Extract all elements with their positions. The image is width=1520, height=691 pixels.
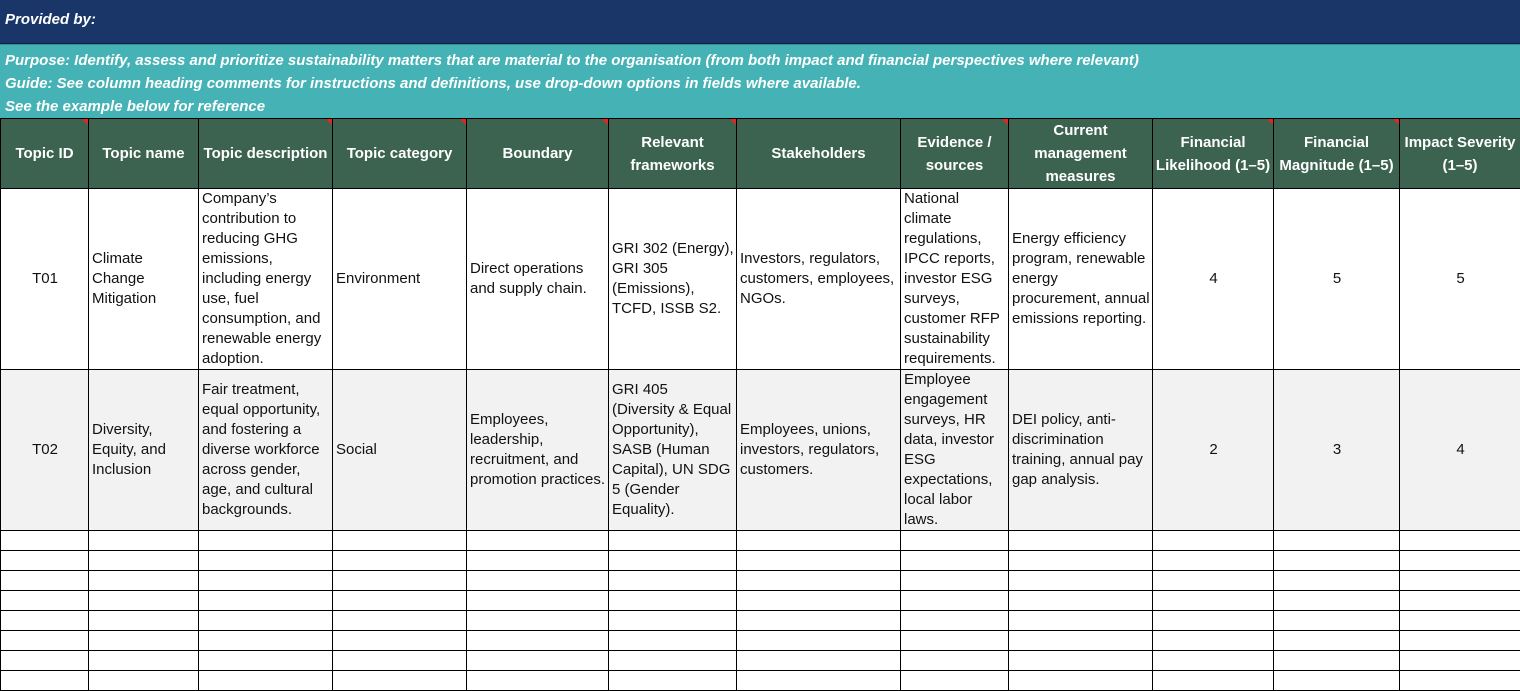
col-header-financial-likelihood[interactable]: Financial Likelihood (1–5) — [1153, 119, 1274, 189]
empty-cell[interactable] — [901, 611, 1009, 631]
empty-cell[interactable] — [737, 611, 901, 631]
empty-cell[interactable] — [1274, 671, 1400, 691]
col-header-boundary[interactable]: Boundary — [467, 119, 609, 189]
empty-cell[interactable] — [199, 631, 333, 651]
empty-cell[interactable] — [1, 591, 89, 611]
empty-cell[interactable] — [1, 651, 89, 671]
materiality-table — [0, 118, 1520, 691]
empty-cell[interactable] — [737, 551, 901, 571]
empty-cell[interactable] — [901, 591, 1009, 611]
empty-cell[interactable] — [737, 671, 901, 691]
empty-cell[interactable] — [1009, 611, 1153, 631]
empty-cell[interactable] — [609, 531, 737, 551]
empty-cell[interactable] — [89, 631, 199, 651]
col-header-impact-severity[interactable]: Impact Severity (1–5) — [1400, 119, 1520, 189]
empty-cell[interactable] — [1009, 631, 1153, 651]
empty-cell[interactable] — [1400, 591, 1520, 611]
cell-measures[interactable]: DEI policy, anti-discrimination training, annual pay gap analysis. — [1009, 370, 1153, 531]
col-header-topic-name[interactable]: Topic name — [89, 119, 199, 189]
comment-marker-icon[interactable] — [326, 119, 332, 125]
empty-cell[interactable] — [1009, 591, 1153, 611]
empty-cell[interactable] — [1274, 551, 1400, 571]
empty-cell[interactable] — [1153, 611, 1274, 631]
empty-cell[interactable] — [1153, 671, 1274, 691]
empty-cell[interactable] — [467, 531, 609, 551]
comment-marker-icon[interactable] — [1393, 119, 1399, 125]
empty-cell[interactable] — [1153, 591, 1274, 611]
empty-cell[interactable] — [199, 571, 333, 591]
empty-cell[interactable] — [333, 651, 467, 671]
empty-cell[interactable] — [333, 671, 467, 691]
empty-cell[interactable] — [467, 571, 609, 591]
empty-cell[interactable] — [1153, 571, 1274, 591]
empty-cell[interactable] — [333, 631, 467, 651]
empty-row — [1, 591, 1520, 611]
empty-cell[interactable] — [609, 611, 737, 631]
cell-topic-category[interactable]: Environment — [333, 189, 467, 370]
empty-cell[interactable] — [609, 651, 737, 671]
provided-by-banner — [0, 0, 1520, 44]
empty-cell[interactable] — [1153, 551, 1274, 571]
cell-frameworks[interactable]: GRI 405 (Diversity & Equal Opportunity), SASB (Human Capital), UN SDG 5 (Gender Equality). — [609, 370, 737, 531]
empty-cell[interactable] — [609, 591, 737, 611]
empty-cell[interactable] — [333, 571, 467, 591]
empty-cell[interactable] — [1, 631, 89, 651]
empty-cell[interactable] — [467, 591, 609, 611]
empty-cell[interactable] — [89, 651, 199, 671]
cell-stakeholders[interactable]: Employees, unions, investors, regulators, customers. — [737, 370, 901, 531]
cell-topic-name[interactable]: Diversity, Equity, and Inclusion — [89, 370, 199, 531]
empty-cell[interactable] — [737, 631, 901, 651]
empty-cell[interactable] — [901, 651, 1009, 671]
empty-cell[interactable] — [901, 671, 1009, 691]
empty-cell[interactable] — [1400, 531, 1520, 551]
guide-panel — [0, 44, 1520, 118]
empty-cell[interactable] — [609, 631, 737, 651]
col-header-topic-description[interactable]: Topic description — [199, 119, 333, 189]
empty-cell[interactable] — [901, 571, 1009, 591]
empty-cell[interactable] — [333, 531, 467, 551]
empty-cell[interactable] — [609, 571, 737, 591]
empty-cell[interactable] — [467, 611, 609, 631]
table-row — [1, 370, 1520, 531]
empty-row — [1, 551, 1520, 571]
empty-cell[interactable] — [1274, 531, 1400, 551]
cell-topic-description[interactable]: Fair treatment, equal opportunity, and fostering a diverse workforce across gender, age, and cultural backgrounds. — [199, 370, 333, 531]
empty-cell[interactable] — [1, 571, 89, 591]
cell-topic-name[interactable]: Climate Change Mitigation — [89, 189, 199, 370]
cell-financial-likelihood[interactable]: 4 — [1153, 189, 1274, 370]
cell-measures[interactable]: Energy efficiency program, renewable energy procurement, annual emissions reporting. — [1009, 189, 1153, 370]
empty-cell[interactable] — [89, 571, 199, 591]
empty-cell[interactable] — [737, 531, 901, 551]
cell-stakeholders[interactable]: Investors, regulators, customers, employees, NGOs. — [737, 189, 901, 370]
empty-cell[interactable] — [1274, 591, 1400, 611]
empty-row — [1, 671, 1520, 691]
cell-topic-description[interactable]: Company’s contribution to reducing GHG emissions, including energy use, fuel consumption, and renewable energy adoption. — [199, 189, 333, 370]
empty-cell[interactable] — [467, 671, 609, 691]
empty-cell[interactable] — [1400, 551, 1520, 571]
col-header-stakeholders[interactable]: Stakeholders — [737, 119, 901, 189]
empty-cell[interactable] — [467, 631, 609, 651]
col-header-current-measures[interactable]: Current management measures — [1009, 119, 1153, 189]
empty-cell[interactable] — [467, 651, 609, 671]
empty-cell[interactable] — [1400, 611, 1520, 631]
empty-cell[interactable] — [609, 551, 737, 571]
empty-cell[interactable] — [1009, 551, 1153, 571]
empty-cell[interactable] — [199, 591, 333, 611]
comment-marker-icon[interactable] — [1267, 119, 1273, 125]
comment-marker-icon[interactable] — [1002, 119, 1008, 125]
provided-by-label: Provided by: — [5, 11, 96, 28]
cell-boundary[interactable]: Employees, leadership, recruitment, and promotion practices. — [467, 370, 609, 531]
empty-cell[interactable] — [333, 611, 467, 631]
empty-cell[interactable] — [1009, 571, 1153, 591]
empty-cell[interactable] — [1153, 531, 1274, 551]
empty-cell[interactable] — [1400, 671, 1520, 691]
cell-evidence[interactable]: National climate regulations, IPCC reports, investor ESG surveys, customer RFP sustainability requirements. — [901, 189, 1009, 370]
table-row — [1, 189, 1520, 370]
empty-cell[interactable] — [609, 671, 737, 691]
empty-cell[interactable] — [199, 651, 333, 671]
empty-cell[interactable] — [1153, 651, 1274, 671]
empty-cell[interactable] — [737, 651, 901, 671]
empty-cell[interactable] — [1274, 651, 1400, 671]
empty-cell[interactable] — [1400, 631, 1520, 651]
empty-cell[interactable] — [1009, 651, 1153, 671]
empty-cell[interactable] — [1400, 651, 1520, 671]
empty-cell[interactable] — [89, 671, 199, 691]
empty-cell[interactable] — [1, 551, 89, 571]
cell-boundary[interactable]: Direct operations and supply chain. — [467, 189, 609, 370]
purpose-text: Purpose: Identify, assess and prioritize sustainability matters that are material to the organisation (from both impact and financial perspectives where relevant) — [5, 52, 1139, 69]
comment-marker-icon[interactable] — [460, 119, 466, 125]
cell-topic-category[interactable]: Social — [333, 370, 467, 531]
comment-marker-icon[interactable] — [730, 119, 736, 125]
empty-cell[interactable] — [1274, 631, 1400, 651]
empty-cell[interactable] — [1, 611, 89, 631]
empty-cell[interactable] — [199, 611, 333, 631]
empty-cell[interactable] — [89, 611, 199, 631]
cell-financial-likelihood[interactable]: 2 — [1153, 370, 1274, 531]
empty-cell[interactable] — [333, 551, 467, 571]
col-header-evidence-sources[interactable]: Evidence / sources — [901, 119, 1009, 189]
cell-financial-magnitude[interactable]: 3 — [1274, 370, 1400, 531]
cell-evidence[interactable]: Employee engagement surveys, HR data, investor ESG expectations, local labor laws. — [901, 370, 1009, 531]
empty-row — [1, 651, 1520, 671]
cell-topic-id[interactable]: T02 — [1, 370, 89, 531]
empty-cell[interactable] — [467, 551, 609, 571]
cell-financial-magnitude[interactable]: 5 — [1274, 189, 1400, 370]
empty-cell[interactable] — [1009, 671, 1153, 691]
guide-text: Guide: See column heading comments for instructions and definitions, use drop-down options in fields where available. — [5, 75, 861, 92]
col-header-topic-category[interactable]: Topic category — [333, 119, 467, 189]
col-header-topic-id[interactable]: Topic ID — [1, 119, 89, 189]
empty-cell[interactable] — [737, 571, 901, 591]
empty-cell[interactable] — [901, 531, 1009, 551]
empty-cell[interactable] — [1, 531, 89, 551]
cell-impact-severity[interactable]: 5 — [1400, 189, 1520, 370]
empty-cell[interactable] — [901, 631, 1009, 651]
empty-cell[interactable] — [1274, 611, 1400, 631]
col-header-relevant-frameworks[interactable]: Relevant frameworks — [609, 119, 737, 189]
empty-cell[interactable] — [333, 591, 467, 611]
example-reference-text: See the example below for reference — [5, 98, 265, 115]
empty-cell[interactable] — [89, 591, 199, 611]
empty-row — [1, 531, 1520, 551]
empty-cell[interactable] — [737, 591, 901, 611]
empty-cell[interactable] — [901, 551, 1009, 571]
empty-row — [1, 631, 1520, 651]
empty-cell[interactable] — [1153, 631, 1274, 651]
cell-topic-id[interactable]: T01 — [1, 189, 89, 370]
comment-marker-icon[interactable] — [82, 119, 88, 125]
empty-cell[interactable] — [1400, 571, 1520, 591]
cell-frameworks[interactable]: GRI 302 (Energy), GRI 305 (Emissions), TCFD, ISSB S2. — [609, 189, 737, 370]
empty-cell[interactable] — [199, 671, 333, 691]
col-header-financial-magnitude[interactable]: Financial Magnitude (1–5) — [1274, 119, 1400, 189]
cell-impact-severity[interactable]: 4 — [1400, 370, 1520, 531]
empty-cell[interactable] — [1009, 531, 1153, 551]
empty-cell[interactable] — [1274, 571, 1400, 591]
comment-marker-icon[interactable] — [602, 119, 608, 125]
empty-row — [1, 571, 1520, 591]
empty-row — [1, 611, 1520, 631]
empty-cell[interactable] — [1, 671, 89, 691]
empty-cell[interactable] — [199, 551, 333, 571]
header-row — [1, 119, 1520, 189]
empty-cell[interactable] — [199, 531, 333, 551]
empty-cell[interactable] — [89, 531, 199, 551]
empty-cell[interactable] — [89, 551, 199, 571]
